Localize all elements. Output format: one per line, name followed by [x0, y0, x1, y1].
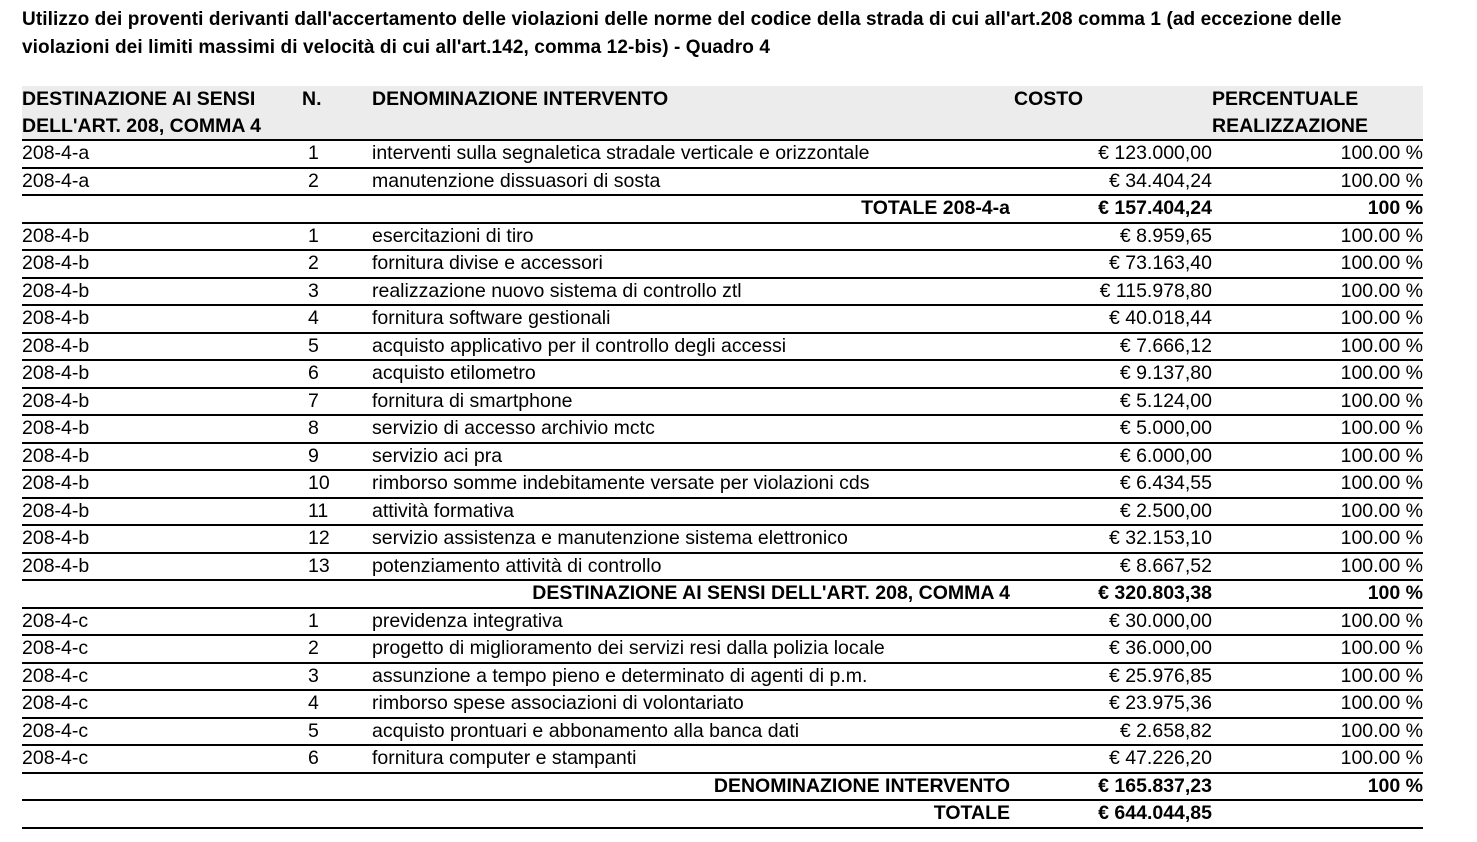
cell-costo: € 47.226,20 [1010, 745, 1212, 773]
cell-denominazione: servizio aci pra [372, 443, 1010, 471]
cell-denominazione: manutenzione dissuasori di sosta [372, 168, 1010, 196]
cell-destinazione: 208-4-b [22, 498, 301, 526]
cell-numero: 1 [301, 223, 372, 251]
cell-numero: 5 [301, 718, 372, 746]
cell-denominazione: acquisto etilometro [372, 360, 1010, 388]
cell-numero: 7 [301, 388, 372, 416]
cell-percentuale: 100.00 % [1212, 333, 1423, 361]
cell-destinazione: 208-4-b [22, 415, 301, 443]
total-percent [1212, 800, 1423, 828]
cell-numero: 11 [301, 498, 372, 526]
cell-numero: 3 [301, 278, 372, 306]
cell-numero: 4 [301, 690, 372, 718]
cell-percentuale: 100.00 % [1212, 250, 1423, 278]
cell-percentuale: 100.00 % [1212, 525, 1423, 553]
cell-destinazione: 208-4-c [22, 635, 301, 663]
total-percent: 100 % [1212, 195, 1423, 223]
cell-denominazione: servizio assistenza e manutenzione sistema elettronico [372, 525, 1010, 553]
cell-denominazione: acquisto prontuari e abbonamento alla banca dati [372, 718, 1010, 746]
cell-denominazione: previdenza integrativa [372, 608, 1010, 636]
cell-numero: 12 [301, 525, 372, 553]
cell-destinazione: 208-4-b [22, 470, 301, 498]
cell-numero: 13 [301, 553, 372, 581]
cell-percentuale: 100.00 % [1212, 278, 1423, 306]
cell-denominazione: attività formativa [372, 498, 1010, 526]
table-row [22, 168, 1423, 196]
cell-percentuale: 100.00 % [1212, 140, 1423, 168]
cell-percentuale: 100.00 % [1212, 718, 1423, 746]
cell-numero: 2 [301, 635, 372, 663]
table-row [22, 498, 1423, 526]
cell-numero: 1 [301, 140, 372, 168]
table-row [22, 663, 1423, 691]
cell-costo: € 9.137,80 [1010, 360, 1212, 388]
cell-denominazione: interventi sulla segnaletica stradale verticale e orizzontale [372, 140, 1010, 168]
table-row [22, 305, 1423, 333]
cell-numero: 10 [301, 470, 372, 498]
table-row [22, 223, 1423, 251]
cell-denominazione: fornitura computer e stampanti [372, 745, 1010, 773]
total-label: TOTALE [22, 800, 1010, 828]
cell-destinazione: 208-4-b [22, 250, 301, 278]
cell-costo: € 32.153,10 [1010, 525, 1212, 553]
table-row [22, 388, 1423, 416]
table-row [22, 278, 1423, 306]
table-header-row [22, 86, 1423, 140]
cell-numero: 6 [301, 360, 372, 388]
total-label: TOTALE 208-4-a [22, 195, 1010, 223]
table-row [22, 470, 1423, 498]
cell-percentuale: 100.00 % [1212, 388, 1423, 416]
table-row [22, 635, 1423, 663]
cell-costo: € 6.434,55 [1010, 470, 1212, 498]
cell-destinazione: 208-4-b [22, 278, 301, 306]
cell-percentuale: 100.00 % [1212, 745, 1423, 773]
cell-numero: 3 [301, 663, 372, 691]
cell-numero: 5 [301, 333, 372, 361]
cell-destinazione: 208-4-b [22, 553, 301, 581]
total-label: DENOMINAZIONE INTERVENTO [22, 773, 1010, 801]
cell-destinazione: 208-4-c [22, 745, 301, 773]
cell-numero: 8 [301, 415, 372, 443]
cell-costo: € 8.959,65 [1010, 223, 1212, 251]
cell-costo: € 6.000,00 [1010, 443, 1212, 471]
total-percent: 100 % [1212, 580, 1423, 608]
cell-costo: € 5.124,00 [1010, 388, 1212, 416]
cell-numero: 2 [301, 168, 372, 196]
cell-costo: € 123.000,00 [1010, 140, 1212, 168]
subtotal-row [22, 773, 1423, 801]
subtotal-row [22, 195, 1423, 223]
cell-denominazione: fornitura di smartphone [372, 388, 1010, 416]
cell-denominazione: fornitura software gestionali [372, 305, 1010, 333]
cell-costo: € 30.000,00 [1010, 608, 1212, 636]
table-row [22, 690, 1423, 718]
interventions-table [22, 86, 1423, 829]
cell-percentuale: 100.00 % [1212, 443, 1423, 471]
cell-costo: € 2.658,82 [1010, 718, 1212, 746]
header-denominazione: DENOMINAZIONE INTERVENTO [372, 86, 1010, 140]
cell-destinazione: 208-4-a [22, 168, 301, 196]
cell-destinazione: 208-4-b [22, 223, 301, 251]
cell-destinazione: 208-4-b [22, 333, 301, 361]
cell-percentuale: 100.00 % [1212, 223, 1423, 251]
table-row [22, 360, 1423, 388]
cell-destinazione: 208-4-c [22, 690, 301, 718]
cell-denominazione: esercitazioni di tiro [372, 223, 1010, 251]
cell-destinazione: 208-4-c [22, 608, 301, 636]
cell-percentuale: 100.00 % [1212, 360, 1423, 388]
cell-costo: € 7.666,12 [1010, 333, 1212, 361]
cell-numero: 6 [301, 745, 372, 773]
cell-destinazione: 208-4-c [22, 718, 301, 746]
total-cost: € 320.803,38 [1010, 580, 1212, 608]
table-body [22, 140, 1423, 828]
table-row [22, 608, 1423, 636]
table-row [22, 745, 1423, 773]
cell-destinazione: 208-4-b [22, 443, 301, 471]
cell-percentuale: 100.00 % [1212, 168, 1423, 196]
cell-denominazione: assunzione a tempo pieno e determinato di agenti di p.m. [372, 663, 1010, 691]
cell-percentuale: 100.00 % [1212, 470, 1423, 498]
table-row [22, 718, 1423, 746]
cell-percentuale: 100.00 % [1212, 635, 1423, 663]
cell-costo: € 36.000,00 [1010, 635, 1212, 663]
cell-numero: 4 [301, 305, 372, 333]
table-row [22, 250, 1423, 278]
cell-costo: € 8.667,52 [1010, 553, 1212, 581]
cell-numero: 9 [301, 443, 372, 471]
cell-denominazione: rimborso spese associazioni di volontariato [372, 690, 1010, 718]
cell-costo: € 23.975,36 [1010, 690, 1212, 718]
cell-destinazione: 208-4-b [22, 388, 301, 416]
cell-denominazione: realizzazione nuovo sistema di controllo ztl [372, 278, 1010, 306]
cell-costo: € 73.163,40 [1010, 250, 1212, 278]
cell-percentuale: 100.00 % [1212, 553, 1423, 581]
table-row [22, 415, 1423, 443]
cell-percentuale: 100.00 % [1212, 498, 1423, 526]
total-cost: € 157.404,24 [1010, 195, 1212, 223]
cell-denominazione: rimborso somme indebitamente versate per violazioni cds [372, 470, 1010, 498]
cell-costo: € 25.976,85 [1010, 663, 1212, 691]
table-row [22, 333, 1423, 361]
header-numero: N. [301, 86, 372, 140]
cell-costo: € 2.500,00 [1010, 498, 1212, 526]
cell-destinazione: 208-4-b [22, 360, 301, 388]
cell-costo: € 5.000,00 [1010, 415, 1212, 443]
cell-destinazione: 208-4-c [22, 663, 301, 691]
header-destinazione: DESTINAZIONE AI SENSI DELL'ART. 208, COMMA 4 [22, 86, 301, 140]
cell-percentuale: 100.00 % [1212, 415, 1423, 443]
table-row [22, 140, 1423, 168]
cell-destinazione: 208-4-b [22, 525, 301, 553]
subtotal-row [22, 580, 1423, 608]
total-percent: 100 % [1212, 773, 1423, 801]
cell-denominazione: progetto di miglioramento dei servizi resi dalla polizia locale [372, 635, 1010, 663]
cell-costo: € 40.018,44 [1010, 305, 1212, 333]
cell-percentuale: 100.00 % [1212, 305, 1423, 333]
header-costo: COSTO [1010, 86, 1212, 140]
cell-percentuale: 100.00 % [1212, 690, 1423, 718]
table-row [22, 443, 1423, 471]
cell-numero: 2 [301, 250, 372, 278]
cell-denominazione: acquisto applicativo per il controllo degli accessi [372, 333, 1010, 361]
cell-destinazione: 208-4-b [22, 305, 301, 333]
cell-denominazione: fornitura divise e accessori [372, 250, 1010, 278]
document-title: Utilizzo dei proventi derivanti dall'accertamento delle violazioni delle norme del codice della strada di cui all'art.208 comma 1 (ad eccezione delle violazioni dei limiti massimi di velocità di cui all'art.142, comma 12-bis) - Quadro 4 [22, 9, 1342, 58]
table-row [22, 525, 1423, 553]
cell-percentuale: 100.00 % [1212, 663, 1423, 691]
header-percentuale: PERCENTUALE REALIZZAZIONE [1212, 86, 1423, 140]
cell-destinazione: 208-4-a [22, 140, 301, 168]
cell-denominazione: potenziamento attività di controllo [372, 553, 1010, 581]
total-label: DESTINAZIONE AI SENSI DELL'ART. 208, COMMA 4 [22, 580, 1010, 608]
table-row [22, 553, 1423, 581]
grand-total-row [22, 800, 1423, 828]
cell-denominazione: servizio di accesso archivio mctc [372, 415, 1010, 443]
cell-costo: € 115.978,80 [1010, 278, 1212, 306]
cell-percentuale: 100.00 % [1212, 608, 1423, 636]
cell-numero: 1 [301, 608, 372, 636]
total-cost: € 165.837,23 [1010, 773, 1212, 801]
cell-costo: € 34.404,24 [1010, 168, 1212, 196]
total-cost: € 644.044,85 [1010, 800, 1212, 828]
